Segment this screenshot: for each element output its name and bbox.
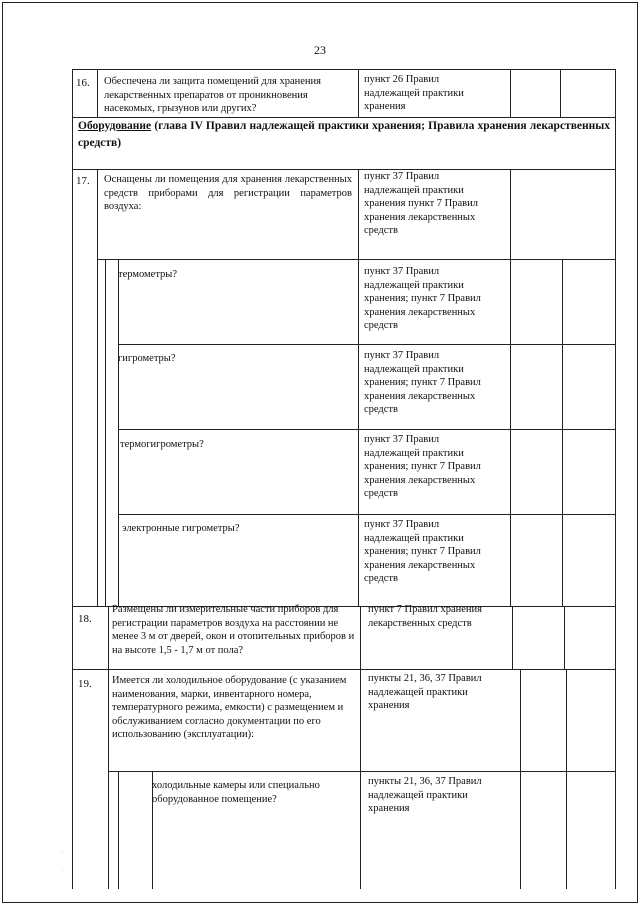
row-18-reference: пункт 7 Правил хранения лекарственных средств	[368, 604, 482, 629]
row-17-subitem-thermohygrometers-reference: пункт 37 Правил надлежащей практики хранения; пункт 7 Правил хранения лекарственных средств	[364, 434, 481, 499]
checklist-table	[72, 69, 616, 889]
row-17-subitem-hygrometers: гигрометры?	[118, 353, 176, 364]
row-18-number: 18.	[78, 613, 92, 625]
row-19-question: Имеется ли холодильное оборудование (с указанием наименования, марки, инвентарного номера, температурного режима, емкости) с размещением и обслуживанием согласно документации по его использованию (эксплуатации):	[112, 675, 347, 740]
section-heading-title: Оборудование	[78, 120, 152, 132]
row-17-subitem-hygrometers-reference: пункт 37 Правил надлежащей практики хранения; пункт 7 Правил хранения лекарственных средств	[364, 350, 481, 415]
row-19-number: 19.	[78, 678, 92, 690]
row-17-subitem-electronic-hygrometers: электронные гигрометры?	[122, 523, 240, 534]
row-17-question: Оснащены ли помещения для хранения лекарственных средств приборами для регистрации параметров воздуха:	[104, 174, 352, 212]
row-17-subitem-thermohygrometers: термогигрометры?	[120, 439, 204, 450]
section-heading	[78, 118, 610, 152]
row-16-reference: пункт 26 Правил надлежащей практики хранения	[364, 74, 464, 112]
row-17-number: 17.	[76, 175, 90, 187]
row-17-reference: пункт 37 Правил надлежащей практики хранения пункт 7 Правил хранения лекарственных средств	[364, 171, 478, 236]
row-16-question: Обеспечена ли защита помещений для хранения лекарственных препаратов от проникновения насекомых, грызунов или других?	[104, 76, 321, 114]
row-19-subitem-cold-rooms: холодильные камеры или специально оборудованное помещение?	[152, 780, 320, 805]
scan-artifact: ·	[62, 850, 64, 856]
row-17-subitem-thermometers: термометры?	[118, 269, 178, 280]
row-19-reference: пункты 21, 36, 37 Правил надлежащей практики хранения	[368, 673, 482, 711]
row-17-subitem-electronic-hygrometers-reference: пункт 37 Правил надлежащей практики хранения; пункт 7 Правил хранения лекарственных средств	[364, 519, 481, 584]
section-heading-details: (глава IV Правил надлежащей практики хранения; Правила хранения лекарственных средств)	[78, 120, 610, 149]
row-16-number: 16.	[76, 77, 90, 89]
page-number: 23	[314, 43, 326, 57]
row-17-subitem-thermometers-reference: пункт 37 Правил надлежащей практики хранения; пункт 7 Правил хранения лекарственных средств	[364, 266, 481, 331]
scan-artifact: ·	[62, 868, 64, 874]
row-19-subitem-cold-rooms-reference: пункты 21, 36, 37 Правил надлежащей практики хранения	[368, 776, 482, 814]
row-18-question: Размещены ли измерительные части приборов для регистрации параметров воздуха на расстоянии не менее 3 м от дверей, окон и отопительных приборов и на высоте 1,5 - 1,7 м от пола?	[112, 604, 355, 656]
